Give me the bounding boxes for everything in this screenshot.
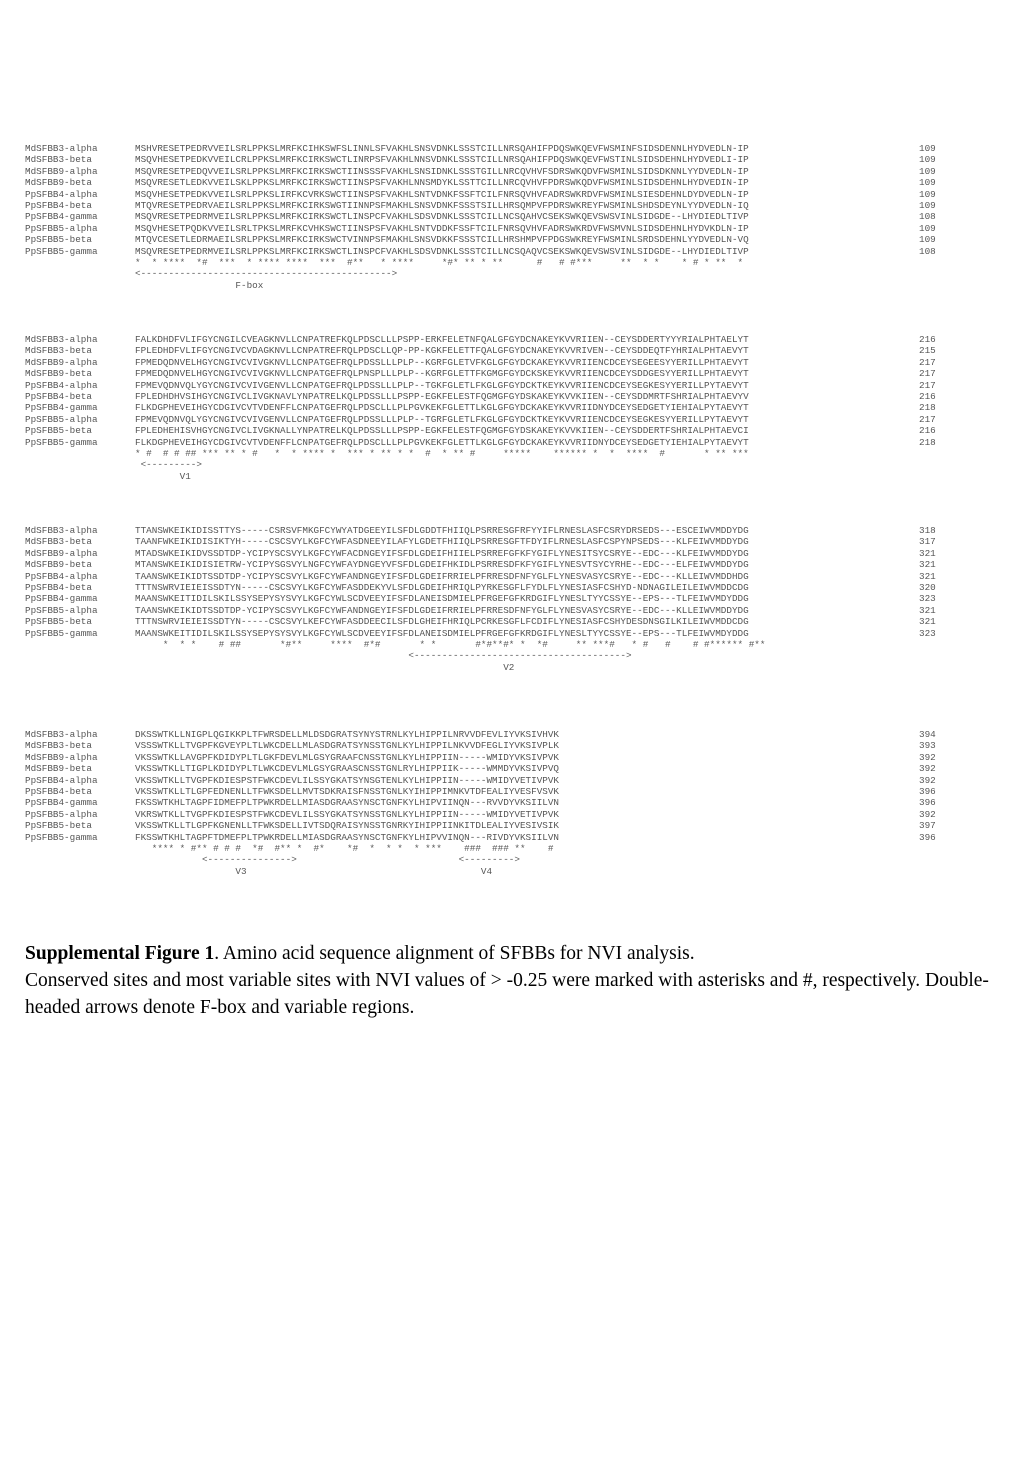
sequence-name: PpSFBB5-alpha xyxy=(25,604,98,616)
sequence-residues: MSQVHESETPEDKVVEILCRLPPKSLMRFKCIRKSWCTLINRPSFVAKHLNNSVDNKLSSSTCILLNRSQAHIFPDQSWKQEVFWSTINLSIDSDEHNLHYDVEDLI-IP xyxy=(135,154,749,166)
alignment-row xyxy=(25,246,1015,257)
sequence-name: PpSFBB5-gamma xyxy=(25,436,98,448)
sequence-name: MdSFBB9-beta xyxy=(25,177,92,189)
conservation-marks xyxy=(25,257,1015,268)
sequence-name: MdSFBB3-alpha xyxy=(25,334,98,345)
region-label xyxy=(25,280,1015,291)
alignment-row xyxy=(25,775,1015,786)
sequence-name: PpSFBB5-beta xyxy=(25,425,92,437)
alignment-row xyxy=(25,729,1015,740)
sequence-residues: MSQVRESETPEDQVVEILSRLPPKSLMRFKCIRKSWCTIINSSSFVAKHLSNSIDNKLSSSTGILLNRCQVHVFSDRSWKQDVFWSMINLSIDSDKNNLYYDVEDLN-IP xyxy=(135,165,749,177)
alignment-row xyxy=(25,536,1015,547)
sequence-residues: MSQVHESETPEDKVVEILSRLPPKSLIRFKCVRKSWCTIINSPSFVAKHLSNTVDNKFSSFTCILFNRSQVHVFADRSWKRDVFWSMINLSIESDEHNLDYDVEDLN-IP xyxy=(135,188,749,200)
double-headed-arrow: <--------------------------------------> xyxy=(135,650,632,662)
sequence-residues: VSSSWTKLLTVGPFKGVEYPLTLWKCDELLMLASDGRATSYNSSTGNLKYLHIPPILNKVVDFEGLIYVKSIVPLK xyxy=(135,740,560,752)
figure-caption xyxy=(25,940,1000,1021)
residue-position: 109 xyxy=(919,154,936,166)
sequence-name: PpSFBB5-beta xyxy=(25,616,92,628)
sequence-residues: MTANSWKEIKIDISIETRW-YCIPYSGSVYLNGFCYWFAYDNGEYVFSFDLGDEIFHKIDLPSRRESDFKFYGIFLYNESVTSYCYRHE--EDC---ELFEIWVMDDYDG xyxy=(135,559,749,571)
sequence-name: PpSFBB5-gamma xyxy=(25,245,98,257)
sequence-residues: TAANFWKEIKIDISIKTYH-----CSCSVYLKGFCYWFASDNEEYILAFYLGDETFHIIQLPSRRESGFTFDYIFLRNESLASFCSPYNPSEDS---KLFEIWVMDDYDG xyxy=(135,536,749,548)
sequence-residues: VKSSWTKLLTLGPFEDNENLLTFWKSDELLMVTSDKRAISFNSSTGNLKYIHIPPIMNKVTDFEALIYVESFVSVK xyxy=(135,785,560,797)
alignment-row xyxy=(25,143,1015,154)
sequence-residues: FKSSWTKHLTAGPFIDMEFPLTPWKRDELLMIASDGRAASYNSCTGNFKYLHIPVIINQN---RVVDYVKSIILVN xyxy=(135,797,560,809)
region-name: F-box xyxy=(135,279,264,291)
alignment-row xyxy=(25,797,1015,808)
sequence-residues: MTADSWKEIKIDVSSDTDP-YCIPYSCSVYLKGFCYWFACDNGEYIFSFDLGDEIFHIIELPSRREFGFKFYGIFLYNESITSYCSRYE--EDC---KLFEIWVMDDYDG xyxy=(135,547,749,559)
alignment-row xyxy=(25,166,1015,177)
residue-position: 218 xyxy=(919,436,936,448)
sequence-residues: TTTNSWRVIEIEISSDTYN-----CSCSVYLKEFCYWFASDDEECILSFDLGHEIFHRIQLPCRKESGFLFCDIFLYNESIASFCSHYDESDNSGILKILEIWVMDDCDG xyxy=(135,616,749,628)
double-headed-arrow: <---------------> <---------> xyxy=(135,854,520,866)
sequence-name: PpSFBB5-gamma xyxy=(25,627,98,639)
sequence-name: PpSFBB5-alpha xyxy=(25,808,98,820)
alignment-row xyxy=(25,211,1015,222)
alignment-row xyxy=(25,786,1015,797)
sequence-name: PpSFBB4-beta xyxy=(25,199,92,211)
residue-position: 108 xyxy=(919,245,936,257)
conservation-symbols: * * * # ## *#** **** #*# * * #*#**#* * *# ** ***# * # # # #****** #** xyxy=(135,638,766,650)
double-headed-arrow: <---------------------------------------------> xyxy=(135,268,398,280)
figure-title: . Amino acid sequence alignment of SFBBs for NVI analysis. xyxy=(214,943,695,964)
sequence-residues: FALKDHDFVLIFGYCNGILCVEAGKNVLLCNPATREFKQLPDSCLLLPSPP-ERKFELETNFQALGFGYDCNAKEYKVVRIIEN--CEYSDDERTYYYRIALPHTAELYT xyxy=(135,334,749,345)
sequence-residues: VKSSWTKLLTVGPFKDIESPSTFWKCDEVLILSSYGKATSYNSGTENLKYLHIPPIIN-----WMIDYVETIVPVK xyxy=(135,774,560,786)
region-name: V2 xyxy=(135,661,515,673)
alignment-block-2 xyxy=(25,334,1015,482)
sequence-name: MdSFBB3-beta xyxy=(25,536,92,548)
sequence-name: MdSFBB3-beta xyxy=(25,345,92,357)
conservation-marks xyxy=(25,448,1015,459)
alignment-row xyxy=(25,832,1015,843)
sequence-name: MdSFBB9-beta xyxy=(25,559,92,571)
alignment-block-1 xyxy=(25,143,1015,291)
alignment-row xyxy=(25,616,1015,627)
region-arrow xyxy=(25,650,1015,661)
residue-position: 217 xyxy=(919,379,936,391)
sequence-name: PpSFBB5-gamma xyxy=(25,831,98,843)
residue-position: 109 xyxy=(919,177,936,189)
residue-position: 321 xyxy=(919,570,936,582)
sequence-residues: MSHVRESETPEDRVVEILSRLPPKSLMRFKCIHKSWFSLINNLSFVAKHLSNSVDNKLSSSTCILLNRSQAHIFPDQSWKQEVFWSMINFSIDSDENNLHYDVEDLN-IP xyxy=(135,143,749,154)
alignment-row xyxy=(25,571,1015,582)
sequence-residues: TAANSWKEIKIDTSSDTDP-YCIPYSCSVYLKGFCYWFANDNGEYIFSFDLGDEIFRRIELPFRRESDFNFYGLFLYNESVASYCSRYE--EDC---KLLEIWVMDDHDG xyxy=(135,570,749,582)
residue-position: 394 xyxy=(919,729,936,740)
sequence-name: PpSFBB5-alpha xyxy=(25,413,98,425)
residue-position: 109 xyxy=(919,234,936,246)
region-label xyxy=(25,471,1015,482)
residue-position: 109 xyxy=(919,143,936,154)
sequence-name: MdSFBB9-alpha xyxy=(25,356,98,368)
residue-position: 216 xyxy=(919,334,936,345)
sequence-residues: VKSSWTKLLTIGPLKDIDYPLTLWKCDEVLMLGSYGRAASCNSSTGNLRYLHIPPIIK-----WMMDYVKSIVPVQ xyxy=(135,763,560,775)
sequence-name: MdSFBB9-alpha xyxy=(25,165,98,177)
alignment-row xyxy=(25,345,1015,356)
sequence-name: PpSFBB4-alpha xyxy=(25,570,98,582)
sequence-name: MdSFBB9-alpha xyxy=(25,751,98,763)
region-label xyxy=(25,662,1015,673)
sequence-name: PpSFBB5-beta xyxy=(25,234,92,246)
alignment-row xyxy=(25,628,1015,639)
residue-position: 320 xyxy=(919,581,936,593)
sequence-residues: FKSSWTKHLTAGPFTDMEFPLTPWKRDELLMIASDGRAASYNSCTGNFKYLHIPVVINQN---RIVDYVKSIILVN xyxy=(135,831,560,843)
residue-position: 216 xyxy=(919,425,936,437)
alignment-row xyxy=(25,593,1015,604)
sequence-residues: FLKDGPHEVEIHGYCDGIVCVTVDENFFLCNPATGEFRQLPDSCLLLPLPGVKEKFGLETTLKGLGFGYDCKAKEYKVVRIIDNYDCEYSEDGETYIEHIALPYTAEVYT xyxy=(135,402,749,414)
figure-label: Supplemental Figure 1 xyxy=(25,943,215,964)
sequence-name: MdSFBB9-beta xyxy=(25,368,92,380)
sequence-name: MdSFBB3-alpha xyxy=(25,729,98,740)
alignment-row xyxy=(25,177,1015,188)
alignment-row xyxy=(25,402,1015,413)
conservation-symbols: * * **** *# *** * **** **** *** #** * **** *#* ** * ** # # #*** ** * * * # * ** * xyxy=(135,256,744,268)
region-label xyxy=(25,866,1015,877)
conservation-marks xyxy=(25,639,1015,650)
alignment-row xyxy=(25,414,1015,425)
residue-position: 109 xyxy=(919,222,936,234)
sequence-residues: VKRSWTKLLTVGPFKDIESPSTFWKCDEVLILSSYGKATSYNSSTGNLKYLHIPPIIN-----WMIDYVETIVPVK xyxy=(135,808,560,820)
sequence-residues: VKSSWTKLLAVGPFKDIDYPLTLGKFDEVLMLGSYGRAAFCNSSTGNLKYLHIPPIIN-----WMIDYVKSIVPVK xyxy=(135,751,560,763)
residue-position: 109 xyxy=(919,199,936,211)
alignment-row xyxy=(25,548,1015,559)
residue-position: 396 xyxy=(919,797,936,809)
alignment-block-4 xyxy=(25,729,1015,877)
region-name: V1 xyxy=(135,470,191,482)
sequence-residues: FPLEDHDFVLIFGYCNGIVCVDAGKNVLLCNPATREFRQLPDSCLLQP-PP-KGKFELETTFQALGFGYDCNAKEYKVVRIVEN--CEYSDDEQTFYHRIALPHTAEVYT xyxy=(135,345,749,357)
region-name: V3 V4 xyxy=(135,865,493,877)
sequence-name: PpSFBB4-alpha xyxy=(25,188,98,200)
conservation-symbols: * # # # ## *** ** * # * * **** * *** * ** * * # * ** # ***** ****** * * **** # * ** *** xyxy=(135,447,749,459)
residue-position: 392 xyxy=(919,751,936,763)
figure-description: Conserved sites and most variable sites with NVI values of > -0.25 were marked with asterisks and #, respectively. Double-headed arrows denote F-box and variable regions. xyxy=(25,970,989,1018)
alignment-row xyxy=(25,380,1015,391)
sequence-name: PpSFBB5-alpha xyxy=(25,222,98,234)
double-headed-arrow: <---------> xyxy=(135,459,202,471)
residue-position: 217 xyxy=(919,368,936,380)
residue-position: 396 xyxy=(919,831,936,843)
sequence-residues: FPMEDQDNVELHGYCNGIVCVIVGKNVLLCNPATGEFRQLPDSSLLLPLP--KGRFGLETVFKGLGFGYDCKAKEYKVVRIIENCDCEYSEGEESYYERILLPHTAEVYT xyxy=(135,356,749,368)
sequence-residues: TTTNSWRVIEIEISSDTYN-----CSCSVYLKGFCYWFASDDEKYVLSFDLGDEIFHRIQLPYRKESGFLFYDLFLYNESIASFCSHYD-NDNAGILEILEIWVMDDCDG xyxy=(135,581,749,593)
sequence-name: MdSFBB3-alpha xyxy=(25,525,98,536)
sequence-residues: VKSSWTKLLTLGPFKGNENLLTFWKSDELLIVTSDQRAISYNSSTGNRKYIHIPPIINKITDLEALIYVESIVSIK xyxy=(135,820,560,832)
residue-position: 392 xyxy=(919,763,936,775)
residue-position: 317 xyxy=(919,536,936,548)
sequence-residues: MAANSWKEITIDILSKILSSYSEPYSYSVYLKGFCYWLSCDVEEYIFSFDLANEISDMIELPFRGEFGFKRDGIFLYNESLTYYCSSYE--EPS---TLFEIWVMDYDDG xyxy=(135,593,749,605)
sequence-name: MdSFBB9-beta xyxy=(25,763,92,775)
alignment-row xyxy=(25,223,1015,234)
sequence-name: PpSFBB4-gamma xyxy=(25,593,98,605)
alignment-row xyxy=(25,437,1015,448)
region-arrow xyxy=(25,268,1015,279)
sequence-name: PpSFBB4-gamma xyxy=(25,211,98,223)
sequence-name: PpSFBB4-alpha xyxy=(25,774,98,786)
alignment-row xyxy=(25,752,1015,763)
conservation-marks xyxy=(25,843,1015,854)
alignment-row xyxy=(25,809,1015,820)
alignment-row xyxy=(25,525,1015,536)
alignment-row xyxy=(25,234,1015,245)
sequence-residues: MAANSWKEITIDILSKILSSYSEPYSYSVYLKGFCYWLSCDVEEYIFSFDLANEISDMIELPFRGEFGFKRDGIFLYNESLTYYCSSYE--EPS---TLFEIWVMDYDDG xyxy=(135,627,749,639)
sequence-residues: FPMEDQDNVELHGYCNGIVCVIVGKNVLLCNPATGEFRQLPNSPLLLPLP--KGRFGLETTFKGMGFGYDCKSKEYKVVRIIENCDCEYSDDGESYYERILLPHTAEVYT xyxy=(135,368,749,380)
residue-position: 321 xyxy=(919,604,936,616)
residue-position: 323 xyxy=(919,627,936,639)
residue-position: 318 xyxy=(919,525,936,536)
residue-position: 217 xyxy=(919,413,936,425)
residue-position: 392 xyxy=(919,808,936,820)
sequence-residues: MSQVRESETPEDRMVEILSRLPPKSLMRFKCIRKSWCTLINSPCFVAKHLSDSVDNKLSSSTCILLNCSQAHVCSEKSWKQEVSWSVINLSIDGDE--LHYDIEDLTIVP xyxy=(135,211,749,223)
sequence-name: PpSFBB4-gamma xyxy=(25,402,98,414)
alignment-row xyxy=(25,391,1015,402)
sequence-name: PpSFBB4-beta xyxy=(25,581,92,593)
sequence-residues: FPMEVQDNVQLYGYCNGIVCVIVGENVLLCNPATGEFRQLPDSSLLLPLP--TGKFGLETLFKGLGFGYDCKTKEYKVVRIIENCDCEYSEGKESYYERILLPYTAEVYT xyxy=(135,379,749,391)
sequence-name: PpSFBB4-beta xyxy=(25,785,92,797)
residue-position: 393 xyxy=(919,740,936,752)
alignment-row xyxy=(25,763,1015,774)
region-arrow xyxy=(25,459,1015,470)
alignment-row xyxy=(25,605,1015,616)
sequence-name: PpSFBB5-beta xyxy=(25,820,92,832)
residue-position: 216 xyxy=(919,390,936,402)
sequence-residues: FPMEVQDNVQLYGYCNGIVCVIVGENVLLCNPATGEFRQLPDSSLLLPLP--TGRFGLETLFKGLGFGYDCKTKEYKVVRIIENCDCEYSEGKESYYERILLPYTAEVYT xyxy=(135,413,749,425)
alignment-row xyxy=(25,582,1015,593)
sequence-residues: TTANSWKEIKIDISSTTYS-----CSRSVFMKGFCYWYATDGEEYILSFDLGDDTFHIIQLPSRRESGFRFYYIFLRNESLASFCSRYDRSEDS---ESCEIWVMDDYDG xyxy=(135,525,749,536)
sequence-residues: FPLEDHEHISVHGYCNGIVCLIVGKNALLYNPATRELKQLPDSSLLLPSPP-EGKFELESTFQGMGFGYDSKAKEYKVVKIIEN--CEYSDDERTFSHRIALPHTAEVCI xyxy=(135,425,749,437)
residue-position: 397 xyxy=(919,820,936,832)
residue-position: 323 xyxy=(919,593,936,605)
sequence-residues: FPLEDHDHVSIHGYCNGIVCLIVGKNAVLYNPATRELKQLPDSSLLLPSPP-EGKFELESTFQGMGFGYDSKAKEYKVVKIIEN--CEYSDDMRTFSHRIALPHTAEVYV xyxy=(135,390,749,402)
alignment-row xyxy=(25,740,1015,751)
alignment-block-3 xyxy=(25,525,1015,673)
alignment-row xyxy=(25,559,1015,570)
sequence-name: MdSFBB3-beta xyxy=(25,740,92,752)
sequence-residues: MSQVRESETLEDKVVEILSKLPPKSLMRFKCIRKSWCTIINSPSFVAKHLNNSMDYKLSSTTCILLNRCQVHVFPDRSWKQDVFWSMINLSIDSDEHNLHYDVEDIN-IP xyxy=(135,177,749,189)
residue-position: 321 xyxy=(919,547,936,559)
residue-position: 217 xyxy=(919,356,936,368)
conservation-symbols: **** * #** # # # *# #** * #* *# * * * * *** ### ### ** # xyxy=(135,842,554,854)
sequence-residues: TAANSWKEIKIDTSSDTDP-YCIPYSCSVYLKGFCYWFANDNGEYIFSFDLGDEIFRRIELPFRRESDFNFYGLFLYNESVASYCSRYE--EDC---KLLEIWVMDDYDG xyxy=(135,604,749,616)
sequence-name: MdSFBB9-alpha xyxy=(25,547,98,559)
sequence-name: MdSFBB3-beta xyxy=(25,154,92,166)
sequence-residues: MTQVRESETPEDRVAEILSRLPPKSLMRFKCIRKSWGTIINNPSFMAKHLSNSVDNKFSSSTSILLHRSQMPVFPDRSWKREYFWSMINLSHDSDEYNLYYDVEDLN-IQ xyxy=(135,199,749,211)
alignment-row xyxy=(25,820,1015,831)
residue-position: 218 xyxy=(919,402,936,414)
residue-position: 321 xyxy=(919,616,936,628)
sequence-name: PpSFBB4-beta xyxy=(25,390,92,402)
alignment-row xyxy=(25,425,1015,436)
alignment-row xyxy=(25,189,1015,200)
residue-position: 215 xyxy=(919,345,936,357)
alignment-row xyxy=(25,368,1015,379)
sequence-residues: MTQVCESETLEDRMAEILSRLPPKSLMRFKCIRKSWCTVINNPSFMAKHLSNSVDKKFSSSTCILLHRSHMPVFPDGSWKREYFWSMINLSRDSDEHNLYYDVEDLN-VQ xyxy=(135,234,749,246)
residue-position: 108 xyxy=(919,211,936,223)
sequence-residues: DKSSWTKLLNIGPLQGIKKPLTFWRSDELLMLDSDGRATSYNYSTRNLKYLHIPPILNRVVDFEVLIYVKSIVHVK xyxy=(135,729,560,740)
residue-position: 109 xyxy=(919,165,936,177)
residue-position: 321 xyxy=(919,559,936,571)
sequence-name: PpSFBB4-alpha xyxy=(25,379,98,391)
sequence-name: PpSFBB4-gamma xyxy=(25,797,98,809)
sequence-residues: FLKDGPHEVEIHGYCDGIVCVTVDENFFLCNPATGEFRQLPDSCLLLPLPGVKEKFGLETTLKGLGFGYDCKAKEYKVVRIIDNYDCEYSEDGETYIEHIALPYTAEVYT xyxy=(135,436,749,448)
sequence-name: MdSFBB3-alpha xyxy=(25,143,98,154)
alignment-row xyxy=(25,334,1015,345)
residue-position: 396 xyxy=(919,785,936,797)
alignment-row xyxy=(25,200,1015,211)
residue-position: 392 xyxy=(919,774,936,786)
residue-position: 109 xyxy=(919,188,936,200)
alignment-row xyxy=(25,154,1015,165)
region-arrow xyxy=(25,854,1015,865)
sequence-residues: MSQVHESETPQDKVVEILSRLTPKSLMRFKCVHKSWCTIINSPSFVAKHLSNTVDDKFSSFTCILFNRSQVHVFADRSWKRDVFWSMVNLSIDSDEHNLHYDVKDLN-IP xyxy=(135,222,749,234)
alignment-row xyxy=(25,357,1015,368)
sequence-residues: MSQVRESETPEDRMVEILSRLPPKSLMRFKCIRKSWCTLINSPCFVAKHLSDSVDNKLSSSTCILLNCSQAQVCSEKSWKQEVSWSVINLSIDGDE--LHYDIEDLTIVP xyxy=(135,245,749,257)
